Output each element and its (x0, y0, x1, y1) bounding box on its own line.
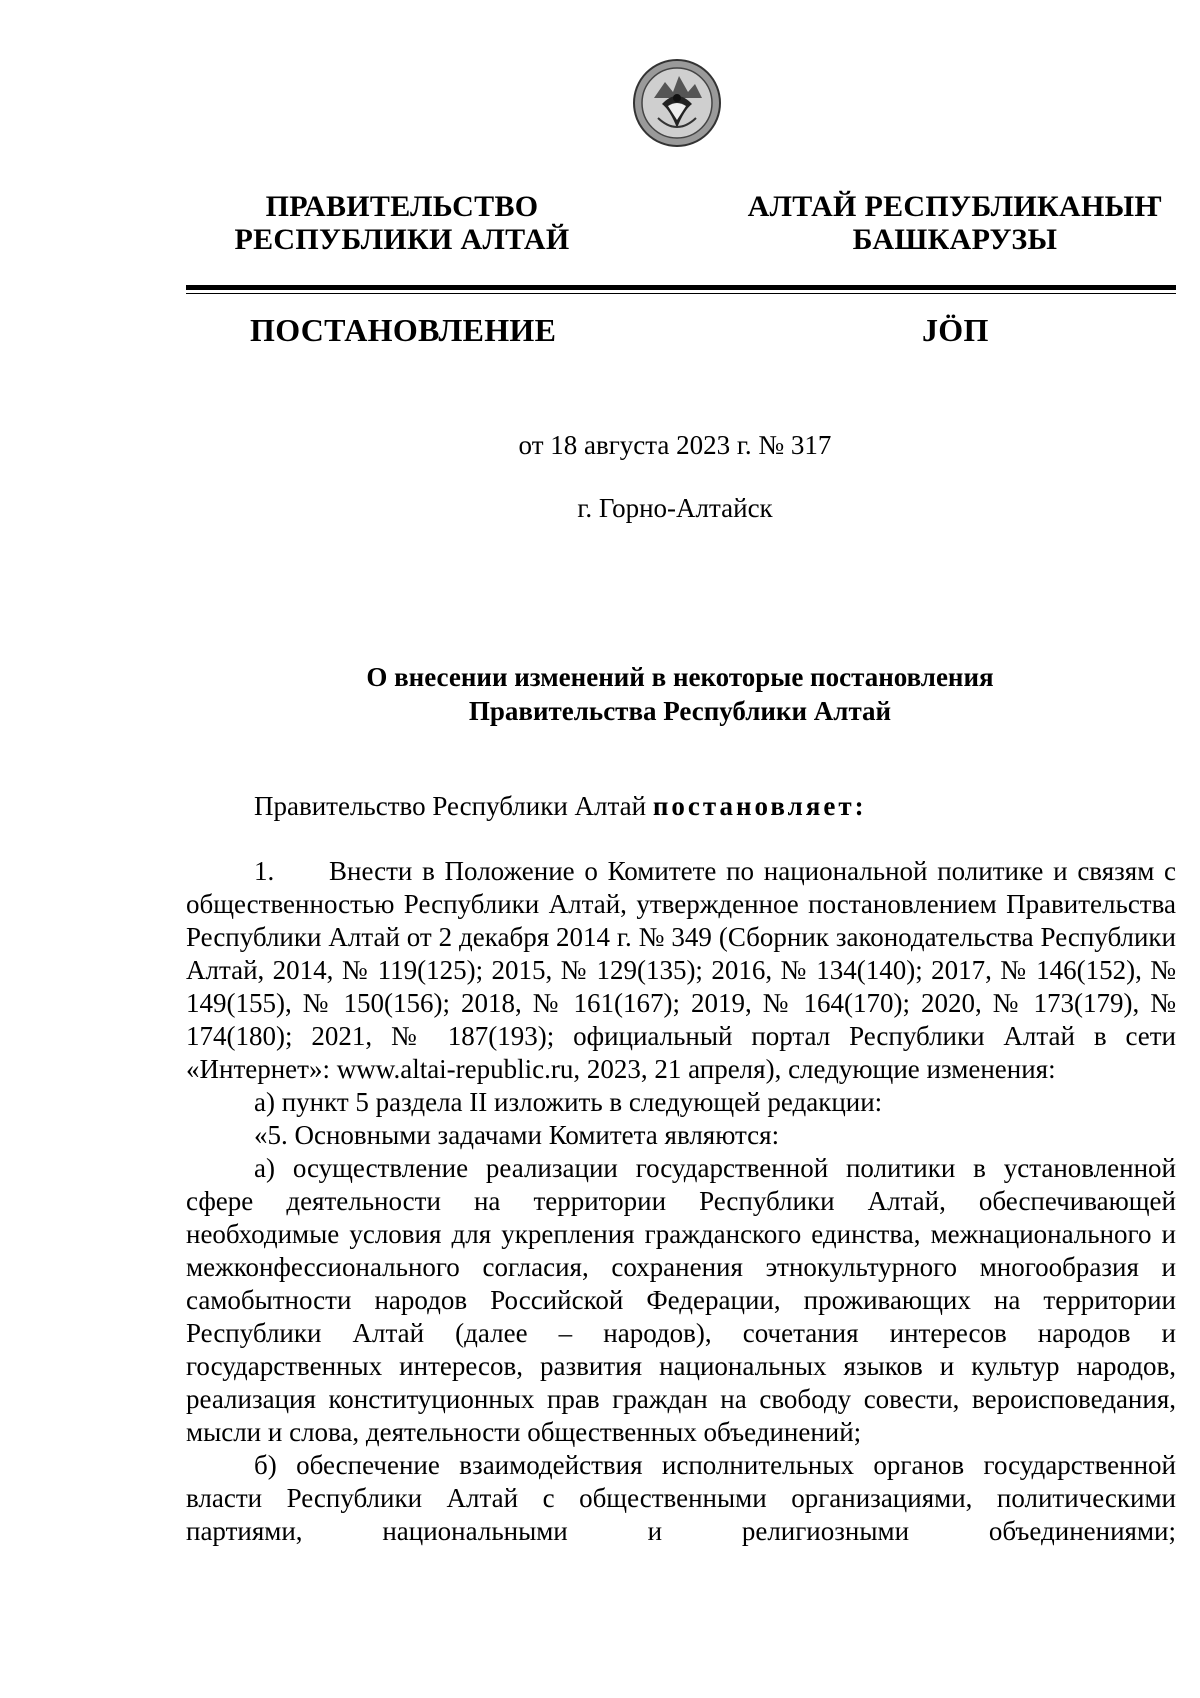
doc-city: г. Горно-Алтайск (577, 493, 773, 523)
doc-type-altai: JÖП (922, 312, 989, 348)
preamble (186, 790, 1176, 823)
quote-start: «5. Основными задачами Комитета являются: (254, 1120, 780, 1150)
emblem-icon (632, 58, 722, 148)
clause-1 (186, 855, 1176, 1086)
coat-of-arms-emblem (632, 58, 722, 148)
title-line: О внесении изменений в некоторые постановления (366, 662, 994, 692)
doc-body (186, 790, 1176, 1548)
preamble-verb: постановляет: (652, 791, 867, 821)
doc-date-number: от 18 августа 2023 г. № 317 (518, 430, 832, 460)
issuer-line: БАШКАРУЗЫ (852, 223, 1058, 256)
issuer-line: АЛТАЙ РЕСПУБЛИКАНЫҤ (747, 190, 1163, 223)
issuer-line: РЕСПУБЛИКИ АЛТАЙ (234, 223, 570, 256)
header-divider-thick (186, 285, 1176, 290)
task-item-a: а) осуществление реализации государственной политики в установленной сфере деятельности на территории Республики Алтай, обеспечивающей необходимые условия для укрепления гражданского единства, межнационального и межконфессионального согласия, сохранения этнокультурного многообразия и самобытности народов Российской Федерации, проживающих на территории Республики Алтай (далее – народов), сочетания интересов народов и государственных интересов, развития национальных языков и культур народов, реализация конституционных прав граждан на свободу совести, вероисповедания, мысли и слова, деятельности общественных объединений; (186, 1153, 1176, 1447)
issuer-name-russian (212, 190, 592, 256)
issuer-line: ПРАВИТЕЛЬСТВО (265, 190, 539, 223)
preamble-text: Правительство Республики Алтай (254, 791, 653, 821)
title-line: Правительства Республики Алтай (468, 696, 892, 726)
subclause-a: а) пункт 5 раздела II изложить в следующей редакции: (254, 1087, 883, 1117)
clause-number: 1. (254, 856, 275, 886)
task-item-b: б) обеспечение взаимодействия исполнительных органов государственной власти Республики Алтай с общественными организациями, политическими партиями, национальными и религиозными объединениями; (186, 1450, 1176, 1546)
header-divider-thin (186, 293, 1176, 294)
doc-title (0, 660, 1200, 728)
clause-text: Внести в Положение о Комитете по национальной политике и связям с общественностью Республики Алтай, утвержденное постановлением Правительства Республики Алтай от 2 декабря 2014 г. № 349 (Сборник законодательства Республики Алтай, 2014, № 119(125); 2015, № 129(135); 2016, № 134(140); 2017, № 146(152), № 149(155), № 150(156); 2018, № 161(167); 2019, № 164(170); 2020, № 173(179), № 174(180); 2021, № 187(193); официальный портал Республики Алтай в сети «Интернет»: www.altai-republic.ru, 2023, 21 апреля), следующие изменения: (186, 856, 1176, 1084)
issuer-name-altai (735, 190, 1175, 256)
doc-type-russian: ПОСТАНОВЛЕНИЕ (250, 312, 557, 348)
